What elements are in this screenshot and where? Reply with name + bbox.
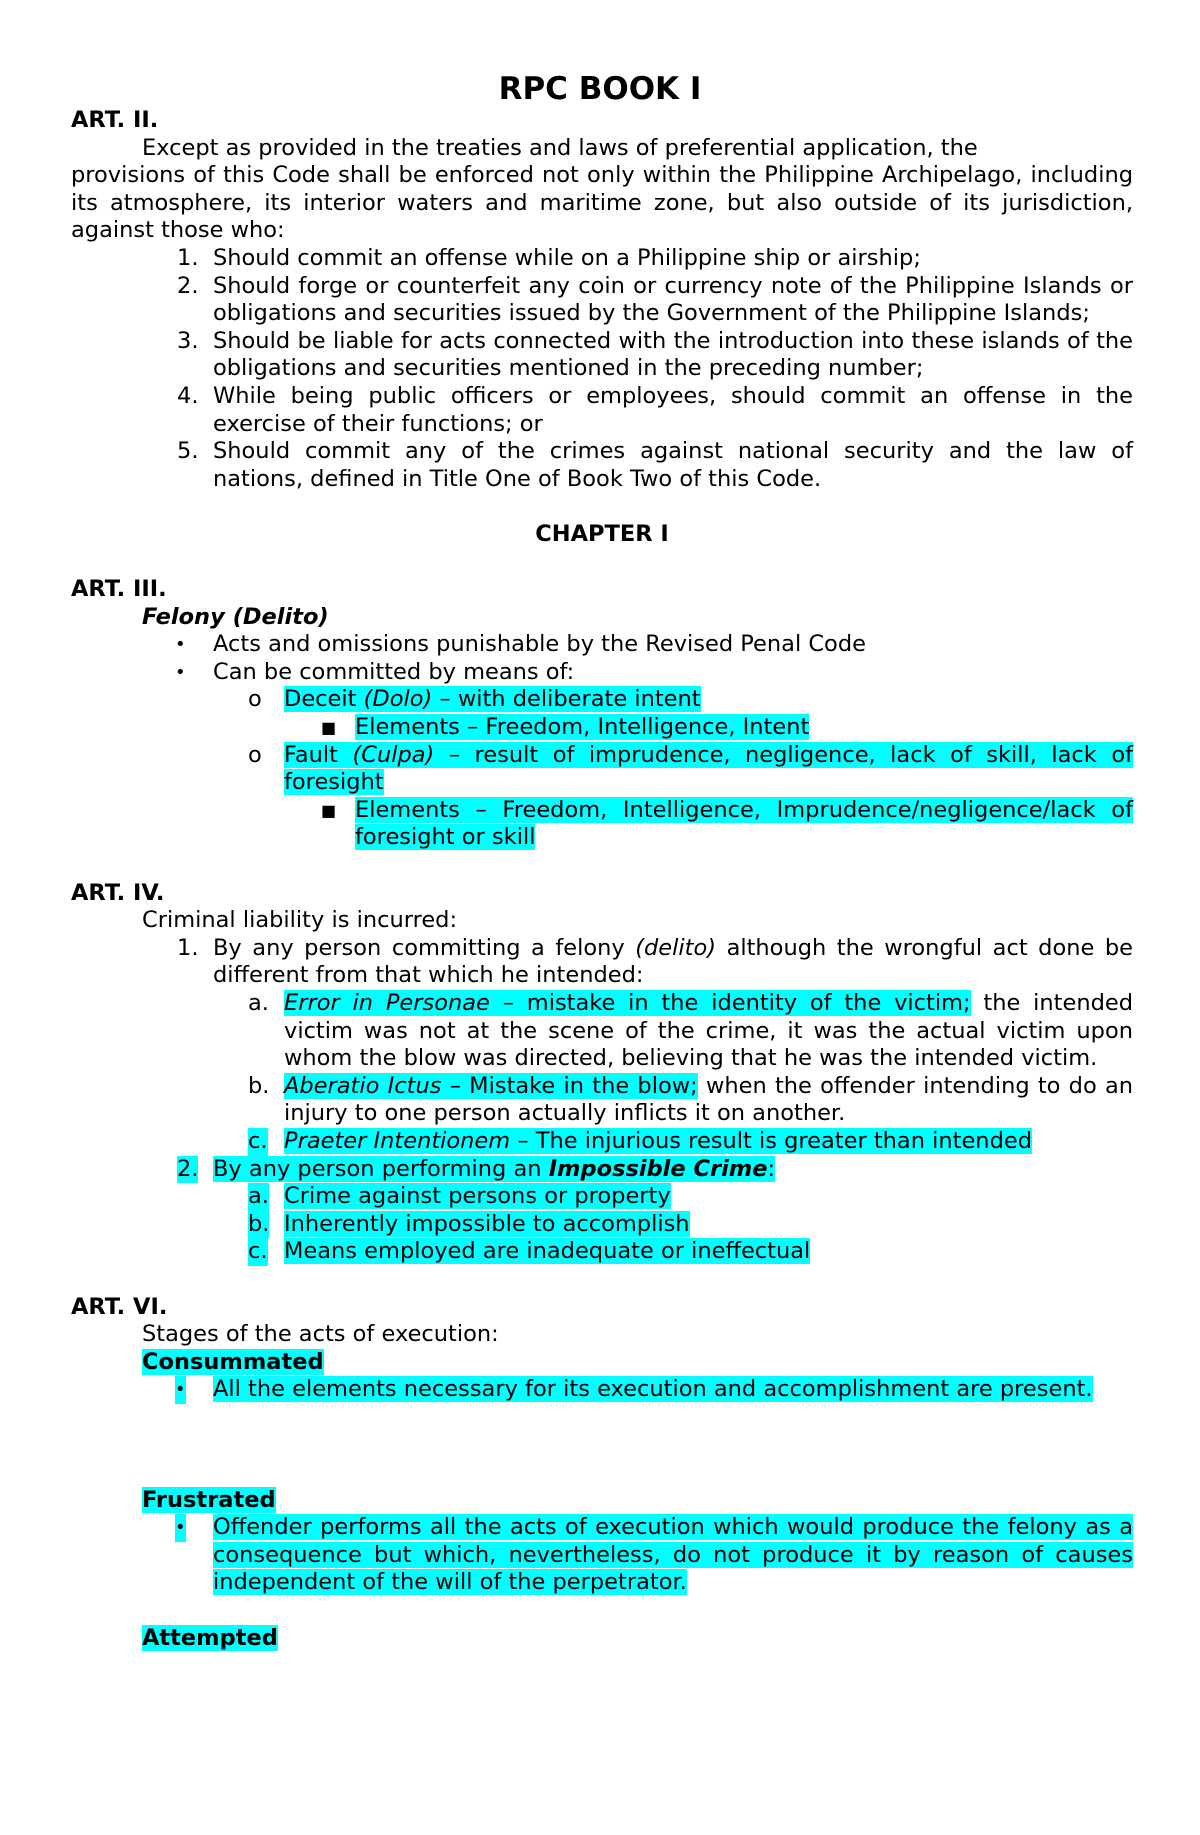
art4-heading: ART. IV. [71, 879, 165, 906]
circle-marker: o [248, 686, 262, 713]
deceit-item [71, 686, 1133, 714]
fault-highlight [284, 742, 1133, 796]
fault-label: Fault [284, 741, 353, 768]
impossible-crime-term: Impossible Crime [548, 1155, 768, 1182]
list-item-text: By any person committing a felony [213, 934, 636, 961]
list-item [71, 1183, 1133, 1211]
praeter-intentionem-term: Praeter Intentionem [284, 1127, 511, 1154]
art2-numbered-list [71, 245, 1133, 493]
delito-term: (delito) [635, 934, 717, 961]
list-item-text: While being public officers or employees, should commit an offense in the exercise of their functions; or [213, 382, 1133, 437]
list-item [71, 245, 1133, 273]
bullet-item [71, 659, 1133, 687]
list-number: 1. [177, 934, 199, 961]
aberatio-ictus-definition: – Mistake in the blow; [441, 1072, 698, 1099]
fault-elements-item [71, 797, 1133, 852]
bullet-marker: • [175, 634, 186, 656]
impossible-crime-highlight [213, 1156, 775, 1182]
bullet-text: Acts and omissions punishable by the Revised Penal Code [213, 631, 866, 658]
error-in-personae-term: Error in Personae [284, 990, 490, 1016]
list-number: 1. [177, 244, 199, 271]
bullet-marker: • [175, 1376, 186, 1404]
list-item-text: Should commit any of the crimes against national security and the law of nations, defined in Title One of Book Two of this Code. [213, 438, 1133, 492]
praeter-intentionem-highlight [284, 1128, 1032, 1154]
frustrated-label: Frustrated [142, 1486, 276, 1513]
list-item [71, 1211, 1133, 1239]
art6-heading: ART. VI. [71, 1293, 168, 1320]
list-number: 5. [177, 438, 199, 465]
art2-intro-paragraph: provisions of this Code shall be enforced not only within the Philippine Archipelago, including its atmosphere, its interior waters and maritime zone, but also outside of its jurisdiction, against those who: [71, 162, 1133, 244]
list-letter: b. [248, 1072, 270, 1099]
list-item [71, 383, 1133, 438]
list-item [71, 273, 1133, 328]
art2-intro-first-line: Except as provided in the treaties and laws of preferential application, the [142, 134, 978, 161]
list-letter: c. [248, 1238, 268, 1265]
deceit-elements-item [71, 714, 1133, 742]
list-item [71, 935, 1133, 990]
art3-heading: ART. III. [71, 576, 167, 603]
consummated-item [71, 1376, 1133, 1404]
list-number: 2. [177, 1155, 199, 1182]
list-item-text: Should forge or counterfeit any coin or currency note of the Philippine Islands or obligations and securities issued by the Government of the Philippine Islands; [213, 272, 1133, 327]
list-number: 2. [177, 272, 199, 299]
list-item-text: Means employed are inadequate or ineffectual [284, 1238, 811, 1265]
list-item [71, 438, 1133, 493]
consummated-text: All the elements necessary for its execution and accomplishment are present. [213, 1376, 1093, 1403]
deceit-label: Deceit [284, 686, 364, 713]
list-item-text: Crime against persons or property [284, 1183, 671, 1210]
error-in-personae-explanation: the intended victim was not at the scene of the crime, it was the actual victim upon whom the blow was directed, believing that he was the intended victim. [284, 990, 1133, 1072]
document-title: RPC BOOK I [498, 71, 702, 107]
attempted-label: Attempted [142, 1624, 278, 1651]
list-item [71, 1238, 1133, 1266]
chapter-heading: CHAPTER I [535, 520, 669, 547]
art2-heading: ART. II. [71, 107, 159, 133]
list-item [71, 328, 1133, 383]
list-letter: c. [248, 1127, 268, 1154]
fault-definition: – result of imprudence, negligence, lack of skill, lack of foresight [284, 741, 1133, 796]
error-in-personae-item [71, 990, 1133, 1073]
list-number: 4. [177, 382, 199, 409]
deceit-definition: – with deliberate intent [432, 686, 701, 713]
bullet-marker: • [175, 1514, 186, 1542]
frustrated-heading [71, 1487, 1133, 1515]
list-item-text: Should commit an offense while on a Philippine ship or airship; [213, 244, 921, 271]
attempted-heading [71, 1625, 1133, 1653]
aberatio-ictus-item [71, 1073, 1133, 1128]
error-in-personae-highlight [284, 990, 971, 1016]
praeter-intentionem-definition: – The injurious result is greater than intended [510, 1127, 1032, 1154]
fault-item [71, 742, 1133, 797]
list-letter: a. [248, 1183, 269, 1210]
frustrated-item [71, 1514, 1133, 1597]
document-body [71, 107, 1133, 1652]
frustrated-text: Offender performs all the acts of execution which would produce the felony as a consequence but which, nevertheless, do not produce it by reason of causes independent of the will of the perpetrator. [213, 1514, 1133, 1596]
aberatio-ictus-explanation: when the offender intending to do an injury to one person actually inflicts it on another. [284, 1072, 1134, 1127]
aberatio-ictus-term: Aberatio Ictus [284, 1072, 442, 1099]
impossible-crime-intro: By any person performing an [213, 1155, 549, 1182]
list-item-text: although the wrongful act done be different from that which he intended: [213, 934, 1133, 989]
bullet-marker: • [175, 661, 186, 683]
bullet-text: Can be committed by means of: [213, 658, 575, 685]
deceit-elements-text: Elements – Freedom, Intelligence, Intent [355, 714, 810, 741]
art4-intro: Criminal liability is incurred: [142, 907, 458, 934]
impossible-crime-colon: : [767, 1155, 776, 1182]
fault-elements-text: Elements – Freedom, Intelligence, Imprudence/negligence/lack of foresight or skill [355, 796, 1133, 851]
praeter-intentionem-item [71, 1128, 1133, 1156]
consummated-label: Consummated [142, 1348, 324, 1375]
error-in-personae-definition: – mistake in the identity of the victim; [489, 990, 971, 1016]
art3-subheading: Felony (Delito) [142, 603, 329, 630]
list-item-text: Should be liable for acts connected with the introduction into these islands of the obligations and securities mentioned in the preceding number; [213, 327, 1133, 382]
list-letter: a. [248, 990, 269, 1016]
list-letter: b. [248, 1210, 270, 1237]
square-marker: ■ [321, 800, 337, 820]
fault-term: (Culpa) [352, 741, 435, 768]
deceit-term: (Dolo) [363, 686, 433, 713]
square-marker: ■ [321, 718, 337, 738]
bullet-item [71, 631, 1133, 659]
art6-intro: Stages of the acts of execution: [142, 1321, 499, 1348]
impossible-crime-item [71, 1156, 1133, 1184]
circle-marker: o [248, 741, 262, 768]
deceit-highlight [284, 686, 701, 712]
aberatio-ictus-highlight [284, 1073, 698, 1099]
list-number: 3. [177, 327, 199, 354]
list-item-text: Inherently impossible to accomplish [284, 1210, 690, 1237]
consummated-heading [71, 1349, 1133, 1377]
